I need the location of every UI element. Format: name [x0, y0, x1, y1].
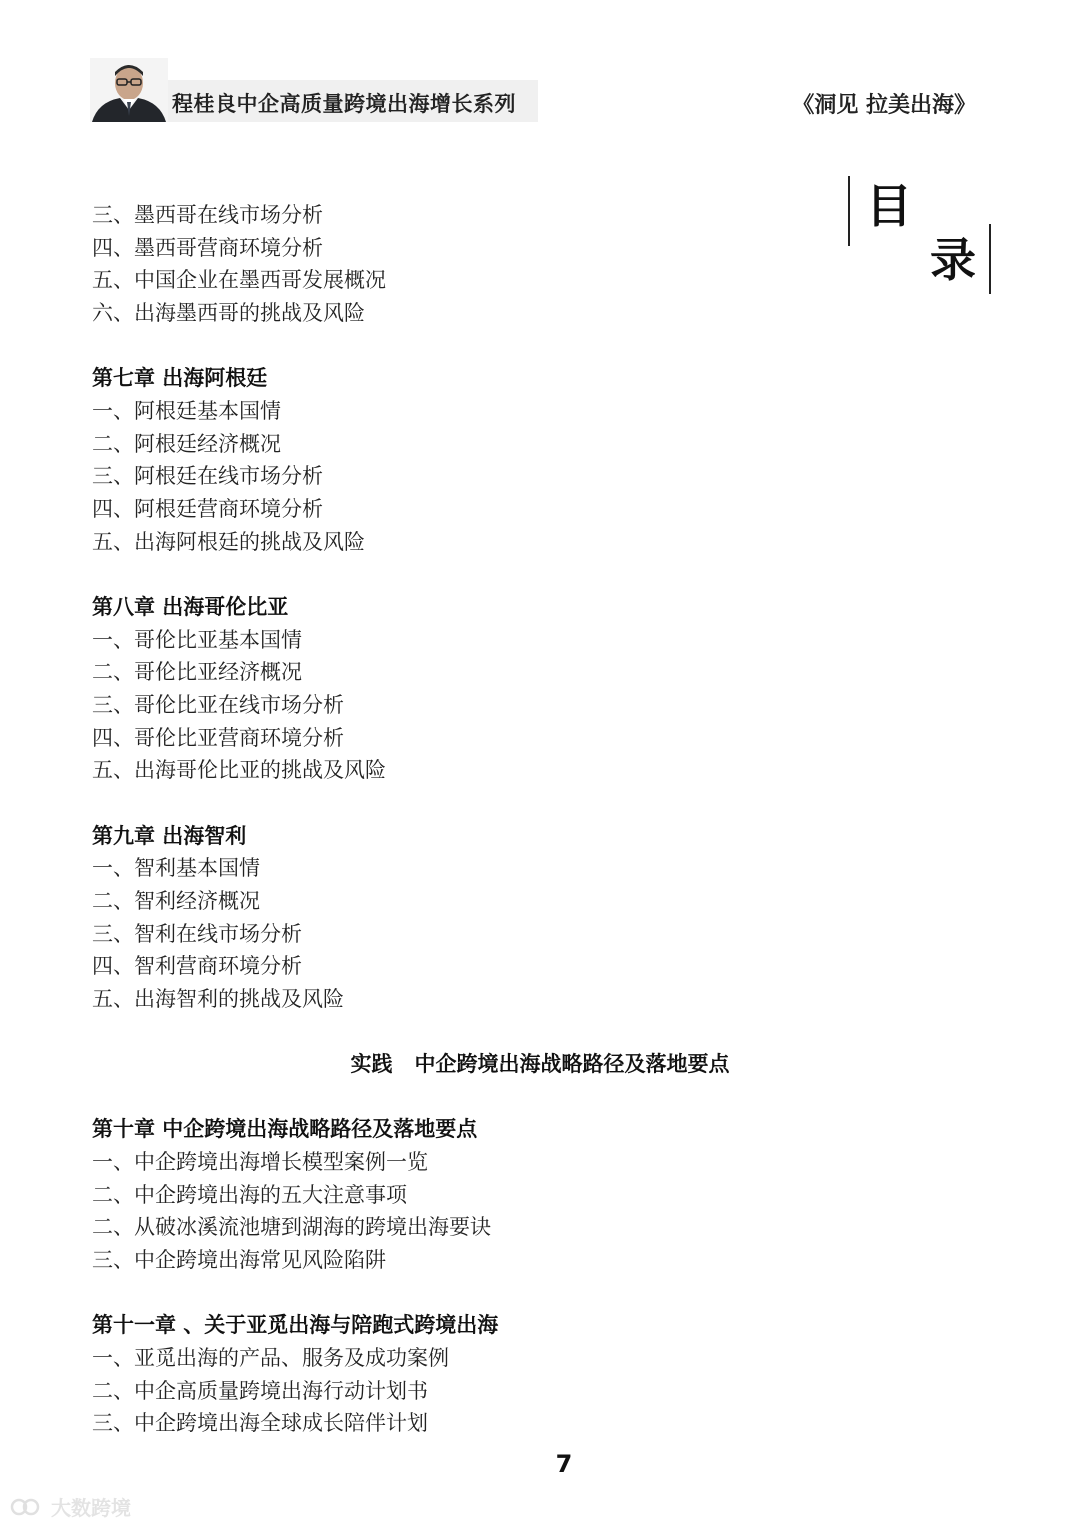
- toc-item: 三、智利在线市场分析: [92, 922, 302, 946]
- toc-item: 三、中企跨境出海常见风险陷阱: [92, 1248, 386, 1272]
- toc-heading-divider-right: [989, 224, 991, 294]
- book-title: 《洞见 拉美出海》: [792, 93, 976, 118]
- watermark-text: 大数跨境: [50, 1496, 131, 1520]
- toc-item: 四、哥伦比亚营商环境分析: [92, 726, 344, 750]
- toc-item: 一、智利基本国情: [92, 856, 260, 880]
- toc-item: 一、亚觅出海的产品、服务及成功案例: [92, 1346, 449, 1370]
- toc-item: 二、智利经济概况: [92, 889, 260, 913]
- toc-chapter-heading: 第九章 出海智利: [92, 823, 247, 848]
- toc-part-heading: 实践 中企跨境出海战略路径及落地要点: [350, 1051, 730, 1076]
- toc-item: 五、出海阿根廷的挑战及风险: [92, 530, 365, 554]
- toc-item: 二、阿根廷经济概况: [92, 432, 281, 456]
- toc-item: 三、中企跨境出海全球成长陪伴计划: [92, 1411, 428, 1435]
- toc-item: 一、中企跨境出海增长模型案例一览: [92, 1150, 428, 1174]
- toc-item: 五、中国企业在墨西哥发展概况: [92, 268, 386, 292]
- series-title: 程桂良中企高质量跨境出海增长系列: [172, 92, 516, 116]
- toc-item: 一、哥伦比亚基本国情: [92, 628, 302, 652]
- toc-item: 三、墨西哥在线市场分析: [92, 203, 323, 227]
- toc-item: 一、阿根廷基本国情: [92, 399, 281, 423]
- watermark: [10, 1492, 131, 1521]
- toc-heading-char-2: 录: [930, 233, 976, 287]
- author-portrait-icon: [90, 58, 168, 122]
- toc-heading-divider-left: [848, 176, 850, 246]
- toc-chapter-heading: 第十一章 、关于亚觅出海与陪跑式跨境出海: [92, 1312, 499, 1337]
- toc-item: 三、哥伦比亚在线市场分析: [92, 693, 344, 717]
- watermark-logo-icon: [10, 1496, 44, 1518]
- page-number: 7: [555, 1450, 573, 1478]
- toc-item: 二、中企高质量跨境出海行动计划书: [92, 1379, 428, 1403]
- toc-item: 二、中企跨境出海的五大注意事项: [92, 1183, 407, 1207]
- toc-item: 四、阿根廷营商环境分析: [92, 497, 323, 521]
- toc-item: 二、哥伦比亚经济概况: [92, 660, 302, 684]
- toc-item: 五、出海智利的挑战及风险: [92, 987, 344, 1011]
- toc-item: 四、智利营商环境分析: [92, 954, 302, 978]
- toc-item: 四、墨西哥营商环境分析: [92, 236, 323, 260]
- toc-chapter-heading: 第七章 出海阿根廷: [92, 365, 268, 390]
- toc-item: 二、从破冰溪流池塘到湖海的跨境出海要诀: [92, 1215, 491, 1239]
- toc-heading-char-1: 目: [866, 179, 912, 233]
- toc-item: 三、阿根廷在线市场分析: [92, 464, 323, 488]
- toc-chapter-heading: 第八章 出海哥伦比亚: [92, 594, 289, 619]
- toc-chapter-heading: 第十章 中企跨境出海战略路径及落地要点: [92, 1116, 478, 1141]
- toc-item: 六、出海墨西哥的挑战及风险: [92, 301, 365, 325]
- toc-item: 五、出海哥伦比亚的挑战及风险: [92, 758, 386, 782]
- author-portrait: [90, 58, 168, 122]
